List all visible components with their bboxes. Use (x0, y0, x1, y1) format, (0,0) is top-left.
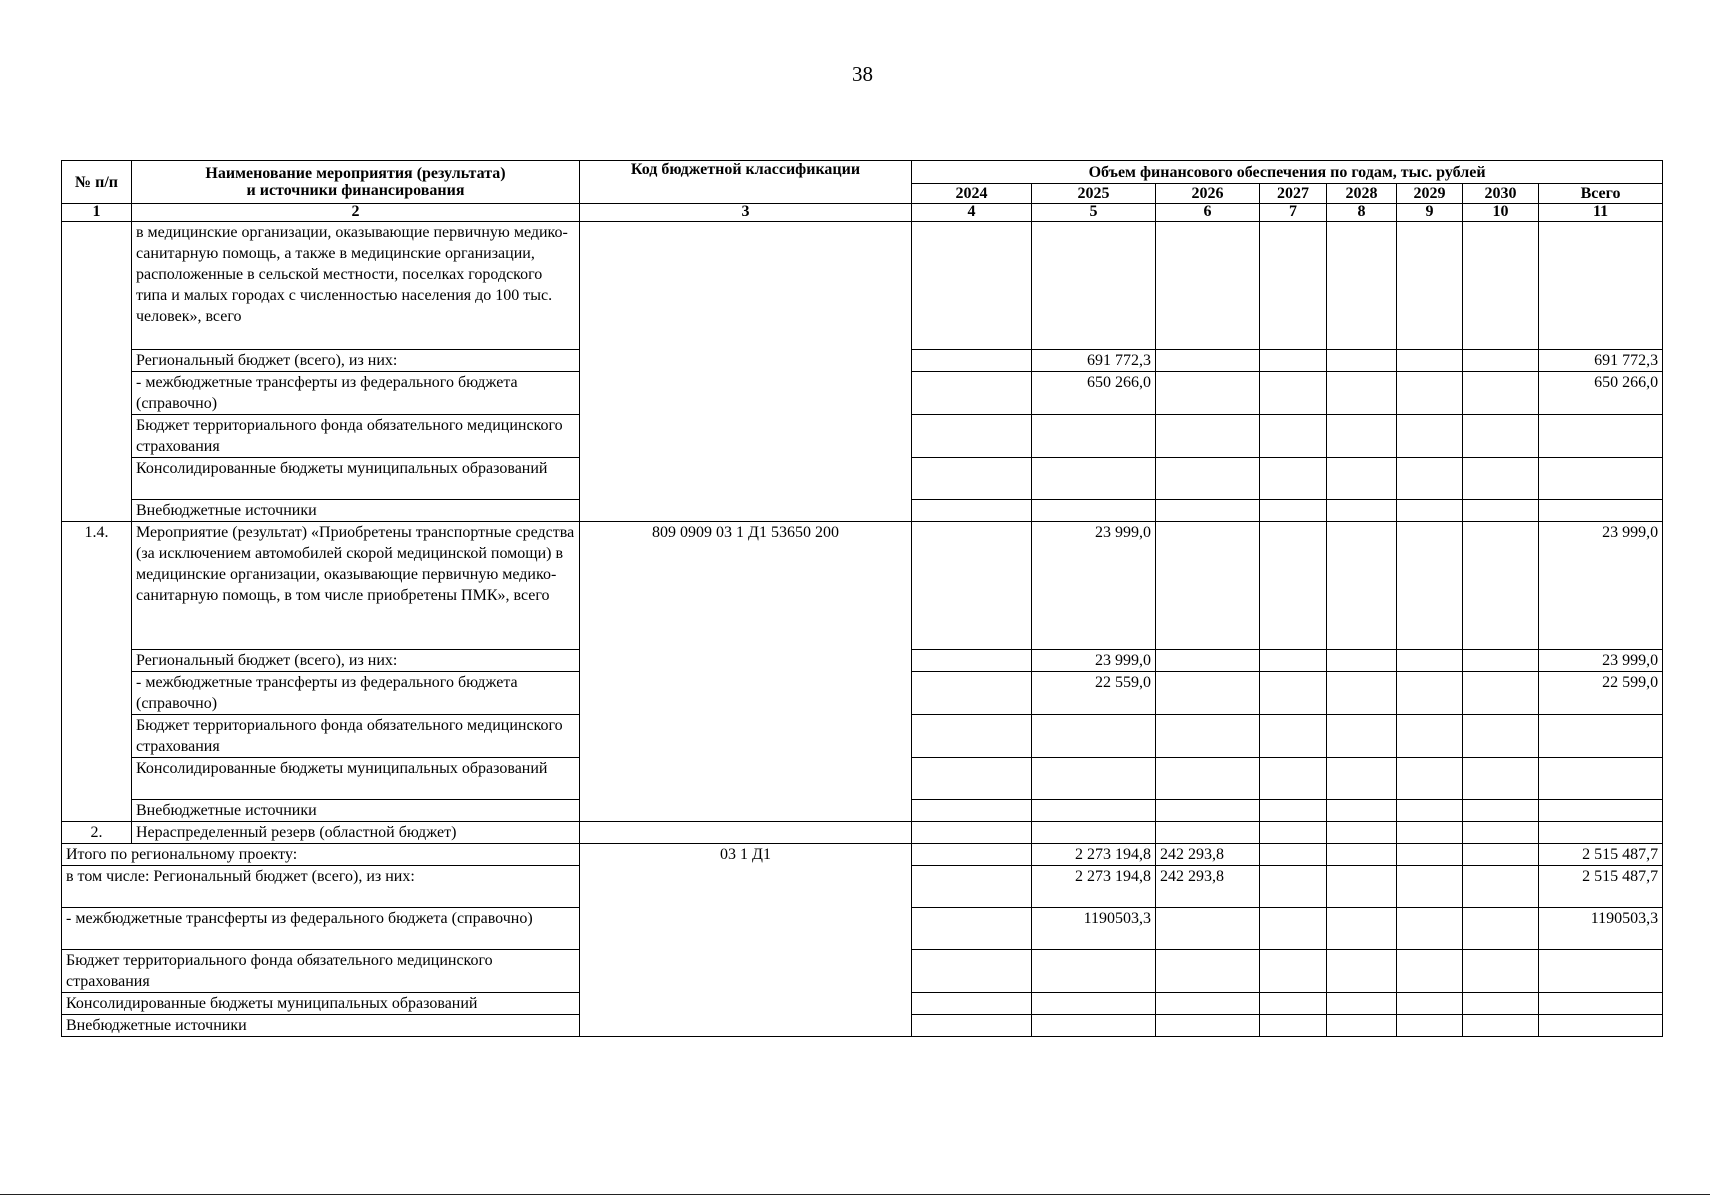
source-label: Региональный бюджет (всего), из них: (132, 350, 580, 372)
header-year: 2029 (1397, 184, 1463, 204)
value-2025: 650 266,0 (1032, 372, 1156, 415)
source-label: Внебюджетные источники (132, 500, 580, 522)
source-label: Региональный бюджет (всего), из них: (132, 650, 580, 672)
source-label: в том числе: Региональный бюджет (всего), из них: (62, 866, 580, 908)
table-row (62, 222, 1663, 350)
page-number: 38 (852, 62, 873, 86)
column-number: 5 (1032, 204, 1156, 222)
header-code: Код бюджетной классификации (580, 161, 912, 204)
source-label: Бюджет территориального фонда обязательного медицинского страхования (132, 715, 580, 758)
row-num: 1.4. (62, 522, 132, 822)
value-total: 691 772,3 (1539, 350, 1663, 372)
table-row (62, 844, 1663, 866)
header-year: 2025 (1032, 184, 1156, 204)
column-number: 11 (1539, 204, 1663, 222)
value-total: 2 515 487,7 (1539, 844, 1663, 866)
activity-title: в медицинские организации, оказывающие первичную медико-санитарную помощь, а также в медицинские организации, расположенные в сельской местности, поселках городского типа и малых городах с численностью населения до 100 тыс. человек», всего (132, 222, 580, 350)
value-2026: 242 293,8 (1156, 866, 1260, 908)
value-total: 22 599,0 (1539, 672, 1663, 715)
budget-code: 809 0909 03 1 Д1 53650 200 (580, 522, 912, 822)
value-2025: 23 999,0 (1032, 522, 1156, 650)
row-num: 2. (62, 822, 132, 844)
source-label: Консолидированные бюджеты муниципальных образований (132, 458, 580, 500)
value-2025: 2 273 194,8 (1032, 844, 1156, 866)
value-2025: 22 559,0 (1032, 672, 1156, 715)
value-2026: 242 293,8 (1156, 844, 1260, 866)
value-2025: 1190503,3 (1032, 908, 1156, 950)
value-total: 2 515 487,7 (1539, 866, 1663, 908)
source-label: - межбюджетные трансферты из федерального бюджета (справочно) (132, 672, 580, 715)
header-volume: Объем финансового обеспечения по годам, тыс. рублей (912, 161, 1663, 184)
budget-code (580, 222, 912, 522)
header-total: Всего (1539, 184, 1663, 204)
value-2025: 23 999,0 (1032, 650, 1156, 672)
budget-code: 03 1 Д1 (580, 844, 912, 1037)
column-number: 2 (132, 204, 580, 222)
value-total: 1190503,3 (1539, 908, 1663, 950)
header-name: Наименование мероприятия (результата) и источники финансирования (132, 161, 580, 204)
source-label: Внебюджетные источники (62, 1015, 580, 1037)
scan-edge-line (0, 1194, 1710, 1195)
column-number: 3 (580, 204, 912, 222)
source-label: Бюджет территориального фонда обязательного медицинского страхования (132, 415, 580, 458)
header-year: 2024 (912, 184, 1032, 204)
column-number: 1 (62, 204, 132, 222)
column-numbers-row (62, 204, 1663, 222)
value-2025: 2 273 194,8 (1032, 866, 1156, 908)
table-row (62, 522, 1663, 650)
table-row (62, 822, 1663, 844)
header-year: 2027 (1260, 184, 1327, 204)
source-label: Консолидированные бюджеты муниципальных образований (132, 758, 580, 800)
header-year: 2030 (1463, 184, 1539, 204)
source-label: Консолидированные бюджеты муниципальных образований (62, 993, 580, 1015)
source-label: Внебюджетные источники (132, 800, 580, 822)
header-year: 2028 (1327, 184, 1397, 204)
row-num (62, 222, 132, 522)
totals-label: Итого по региональному проекту: (62, 844, 580, 866)
value-total: 23 999,0 (1539, 650, 1663, 672)
value-2025: 691 772,3 (1032, 350, 1156, 372)
header-num: № п/п (62, 161, 132, 204)
source-label: - межбюджетные трансферты из федерального бюджета (справочно) (132, 372, 580, 415)
column-number: 8 (1327, 204, 1397, 222)
source-label: - межбюджетные трансферты из федерального бюджета (справочно) (62, 908, 580, 950)
source-label: Бюджет территориального фонда обязательного медицинского страхования (62, 950, 580, 993)
activity-title: Мероприятие (результат) «Приобретены транспортные средства (за исключением автомобилей скорой медицинской помощи) в медицинские организации, оказывающие первичную медико-санитарную помощь, в том числе приобретены ПМК», всего (132, 522, 580, 650)
header-year: 2026 (1156, 184, 1260, 204)
column-number: 10 (1463, 204, 1539, 222)
column-number: 4 (912, 204, 1032, 222)
column-number: 6 (1156, 204, 1260, 222)
financing-table (61, 160, 1663, 1037)
column-number: 7 (1260, 204, 1327, 222)
value-total: 23 999,0 (1539, 522, 1663, 650)
activity-title: Нераспределенный резерв (областной бюджет) (132, 822, 580, 844)
column-number: 9 (1397, 204, 1463, 222)
value-total: 650 266,0 (1539, 372, 1663, 415)
